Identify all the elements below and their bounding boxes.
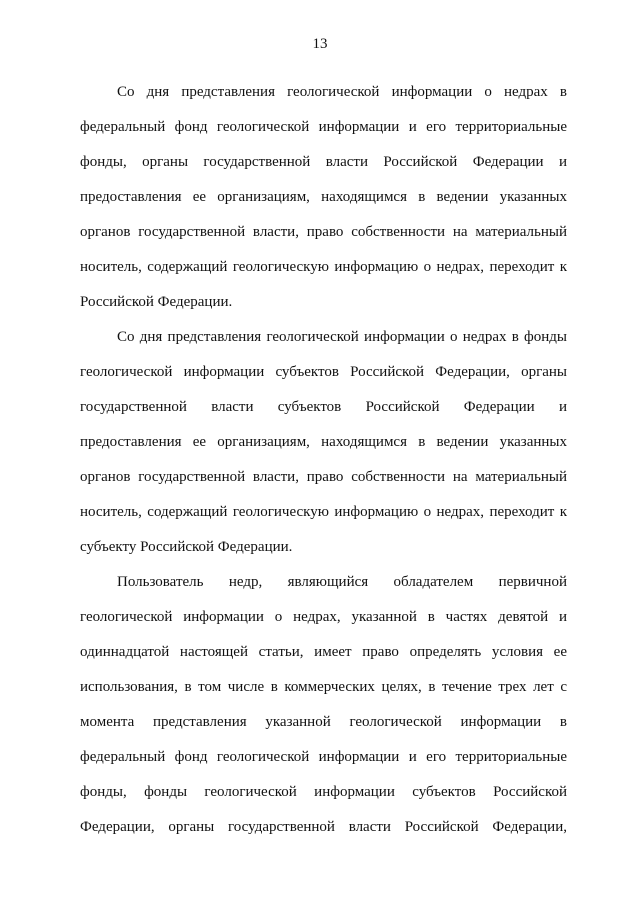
paragraph-1-line-7: Российской Федерации. (80, 294, 233, 310)
page-number: 13 (312, 36, 328, 52)
paragraph-3-line-2: геологической информации о недрах, указанной в частях девятой и (80, 609, 567, 625)
paragraph-2-line-6: носитель, содержащий геологическую информацию о недрах, переходит к (80, 504, 567, 520)
paragraph-1-line-3: фонды, органы государственной власти Российской Федерации и (80, 154, 567, 170)
paragraph-3-line-3: одиннадцатой настоящей статьи, имеет право определять условия ее (80, 644, 567, 660)
paragraph-2-line-4: предоставления ее организациям, находящимся в ведении указанных (80, 434, 567, 450)
paragraph-2-line-1: Со дня представления геологической информации о недрах в фонды (117, 329, 567, 345)
paragraph-1-line-4: предоставления ее организациям, находящимся в ведении указанных (80, 189, 567, 205)
paragraph-2-line-2: геологической информации субъектов Российской Федерации, органы (80, 364, 567, 380)
paragraph-1-line-2: федеральный фонд геологической информации и его территориальные (80, 119, 567, 135)
paragraph-2-line-3: государственной власти субъектов Российской Федерации и (80, 399, 567, 415)
paragraph-3-line-6: федеральный фонд геологической информации и его территориальные (80, 749, 567, 765)
paragraph-1-line-6: носитель, содержащий геологическую информацию о недрах, переходит к (80, 259, 567, 275)
paragraph-3-line-5: момента представления указанной геологической информации в (80, 714, 567, 730)
paragraph-3-line-1: Пользователь недр, являющийся обладателем первичной (117, 574, 567, 590)
paragraph-3-line-8: Федерации, органы государственной власти Российской Федерации, (80, 819, 567, 835)
paragraph-1-line-5: органов государственной власти, право собственности на материальный (80, 224, 567, 240)
paragraph-1-line-1: Со дня представления геологической информации о недрах в (117, 84, 567, 100)
paragraph-3-line-4: использования, в том числе в коммерческих целях, в течение трех лет с (80, 679, 567, 695)
paragraph-3-line-7: фонды, фонды геологической информации субъектов Российской (80, 784, 567, 800)
paragraph-2-line-5: органов государственной власти, право собственности на материальный (80, 469, 567, 485)
paragraph-2-line-7: субъекту Российской Федерации. (80, 539, 293, 555)
